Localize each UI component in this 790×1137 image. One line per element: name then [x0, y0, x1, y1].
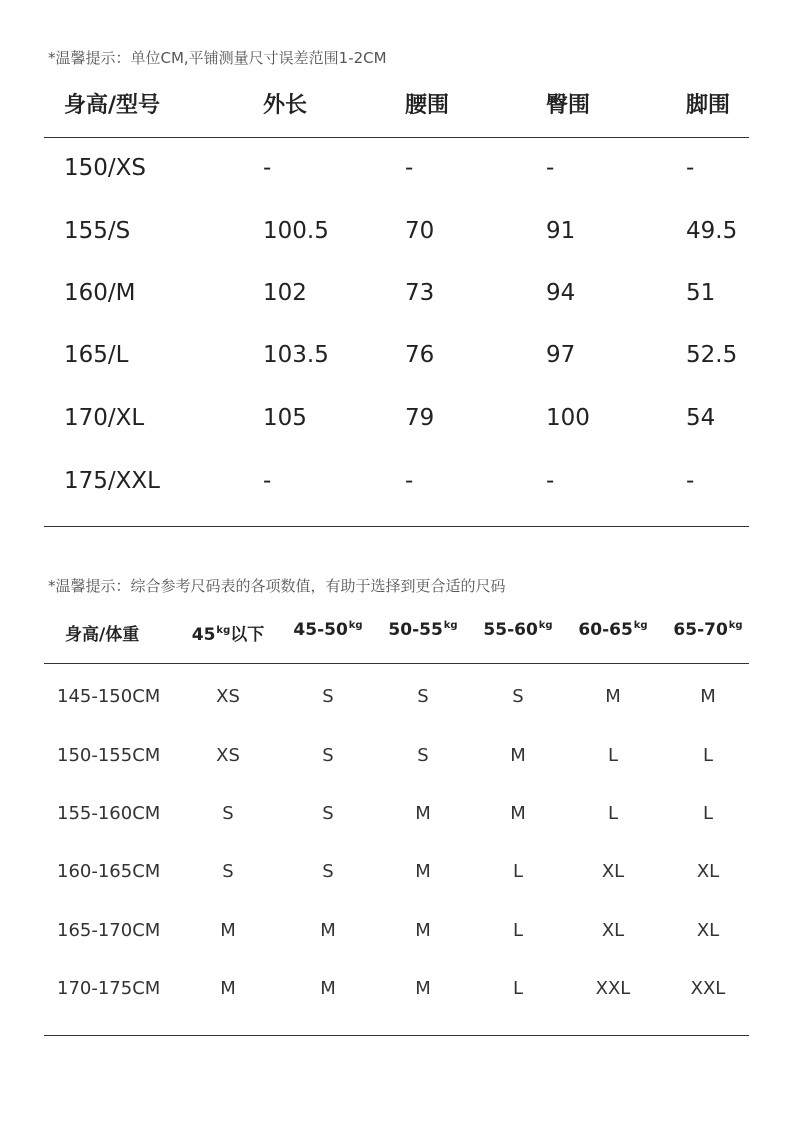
table2-cell-r0-c0: 145-150CM [57, 686, 161, 707]
table2-cell-r3-c4: L [512, 861, 524, 882]
table2-header-main: 60-65 [578, 620, 633, 640]
table2-cell-r3-c6: XL [696, 861, 720, 882]
table2-cell-r5-c0: 170-175CM [57, 978, 161, 999]
table2-header-main: 45-50 [293, 620, 348, 640]
table1-cell-r0-c3: - [546, 155, 555, 181]
table2-header-main: 身高/体重 [65, 625, 140, 645]
table2-header-unit: kg [348, 620, 363, 631]
table1-bottom-divider [44, 526, 749, 527]
table2-header-main: 55-60 [483, 620, 538, 640]
table2-cell-r5-c3: M [415, 978, 431, 999]
table1-header-3: 臀围 [546, 93, 591, 118]
table2-header-unit: kg [538, 620, 553, 631]
table1-cell-r1-c1: 100.5 [263, 218, 329, 244]
table1-cell-r1-c2: 70 [405, 218, 435, 244]
table2-cell-r2-c6: L [702, 803, 714, 824]
table2-header-0 [65, 620, 139, 645]
table2-header-unit: kg [633, 620, 648, 631]
table2-header-2 [293, 620, 362, 640]
table2-cell-r5-c5: XXL [595, 978, 631, 999]
table2-header-unit: kg [728, 620, 743, 631]
table1-cell-r5-c1: - [263, 468, 272, 494]
table2-header-suffix: 以下 [230, 625, 265, 645]
table2-cell-r1-c6: L [702, 745, 714, 766]
table1-cell-r1-c4: 49.5 [686, 218, 738, 244]
table2-cell-r3-c1: S [222, 861, 234, 882]
table2-cell-r5-c2: M [320, 978, 336, 999]
table2-header-main: 50-55 [388, 620, 443, 640]
table2-header-1 [192, 620, 264, 645]
table1-cell-r5-c4: - [686, 468, 695, 494]
table2-header-main: 65-70 [673, 620, 728, 640]
table1-cell-r5-c3: - [546, 468, 555, 494]
table2-cell-r4-c5: XL [601, 920, 625, 941]
table1-cell-r4-c1: 105 [263, 405, 307, 431]
table2-header-3 [388, 620, 457, 640]
table2-cell-r1-c4: M [510, 745, 526, 766]
table1-cell-r2-c0: 160/M [64, 280, 136, 306]
table2-header-divider [44, 663, 749, 664]
table2-cell-r5-c6: XXL [690, 978, 726, 999]
table1-cell-r3-c2: 76 [405, 342, 435, 368]
table1-cell-r0-c4: - [686, 155, 695, 181]
table1-cell-r1-c3: 91 [546, 218, 576, 244]
table2-cell-r2-c3: M [415, 803, 431, 824]
table1-cell-r2-c3: 94 [546, 280, 576, 306]
table2-cell-r1-c0: 150-155CM [57, 745, 161, 766]
table1-cell-r4-c3: 100 [546, 405, 590, 431]
table2-cell-r1-c1: XS [216, 745, 240, 766]
table2-cell-r2-c5: L [607, 803, 619, 824]
table1-cell-r3-c0: 165/L [64, 342, 129, 368]
table2-cell-r3-c3: M [415, 861, 431, 882]
table2-cell-r5-c1: M [220, 978, 236, 999]
table1-cell-r4-c0: 170/XL [64, 405, 145, 431]
table1-cell-r5-c2: - [405, 468, 414, 494]
table1-cell-r2-c2: 73 [405, 280, 435, 306]
table2-cell-r0-c2: S [322, 686, 334, 707]
table2-cell-r3-c5: XL [601, 861, 625, 882]
table2-cell-r2-c2: S [322, 803, 334, 824]
table1-cell-r3-c4: 52.5 [686, 342, 738, 368]
table1-cell-r0-c0: 150/XS [64, 155, 147, 181]
table2-cell-r4-c0: 165-170CM [57, 920, 161, 941]
table1-cell-r3-c1: 103.5 [263, 342, 329, 368]
table1-cell-r5-c0: 175/XXL [64, 468, 160, 494]
table2-header-5 [578, 620, 647, 640]
table2-cell-r0-c6: M [700, 686, 716, 707]
table2-cell-r1-c2: S [322, 745, 334, 766]
table2-cell-r0-c1: XS [216, 686, 240, 707]
table2-cell-r5-c4: L [512, 978, 524, 999]
table1-cell-r0-c2: - [405, 155, 414, 181]
table2-header-4 [483, 620, 552, 640]
table1-header-2: 腰围 [405, 93, 450, 118]
table2-header-unit: kg [216, 625, 231, 636]
table2-cell-r3-c0: 160-165CM [57, 861, 161, 882]
table2-header-6 [673, 620, 742, 640]
size-recommendation-note: *温馨提示：综合参考尺码表的各项数值，有助于选择到更合适的尺码 [48, 577, 506, 595]
table1-cell-r4-c2: 79 [405, 405, 435, 431]
table1-header-4: 脚围 [686, 93, 731, 118]
table2-cell-r2-c0: 155-160CM [57, 803, 161, 824]
table2-cell-r3-c2: S [322, 861, 334, 882]
table1-cell-r0-c1: - [263, 155, 272, 181]
table2-cell-r1-c5: L [607, 745, 619, 766]
table2-cell-r2-c1: S [222, 803, 234, 824]
table2-cell-r4-c6: XL [696, 920, 720, 941]
table1-cell-r3-c3: 97 [546, 342, 576, 368]
table1-cell-r2-c1: 102 [263, 280, 307, 306]
table1-cell-r1-c0: 155/S [64, 218, 131, 244]
table2-header-main: 45 [191, 625, 216, 645]
table2-header-unit: kg [443, 620, 458, 631]
table2-cell-r4-c1: M [220, 920, 236, 941]
table2-cell-r4-c4: L [512, 920, 524, 941]
table2-cell-r4-c3: M [415, 920, 431, 941]
table1-cell-r2-c4: 51 [686, 280, 716, 306]
table2-cell-r2-c4: M [510, 803, 526, 824]
table2-bottom-divider [44, 1035, 749, 1036]
table2-cell-r0-c5: M [605, 686, 621, 707]
table1-header-divider [44, 137, 749, 138]
table1-header-1: 外长 [263, 93, 308, 118]
table2-cell-r1-c3: S [417, 745, 429, 766]
table2-cell-r0-c3: S [417, 686, 429, 707]
measurement-note: *温馨提示：单位CM,平铺测量尺寸误差范围1-2CM [48, 49, 387, 67]
table1-header-0: 身高/型号 [64, 93, 161, 118]
table2-cell-r4-c2: M [320, 920, 336, 941]
table2-cell-r0-c4: S [512, 686, 524, 707]
table1-cell-r4-c4: 54 [686, 405, 716, 431]
